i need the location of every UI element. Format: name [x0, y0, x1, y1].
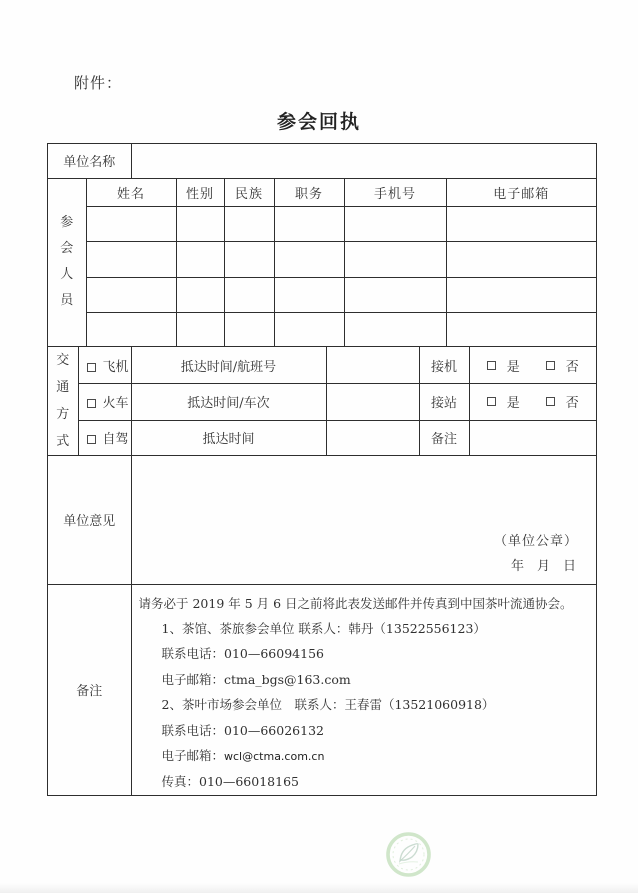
participant-mobile-cell[interactable] — [344, 207, 446, 242]
participant-row — [48, 242, 596, 278]
checkbox-icon[interactable] — [87, 435, 96, 444]
column-header-position: 职务 — [274, 179, 344, 207]
transport-group-label: 交通方式 — [48, 347, 78, 456]
transport-mode-train[interactable]: 火车 — [78, 384, 131, 421]
notes-section — [48, 585, 596, 795]
unit-name-label: 单位名称 — [48, 144, 131, 178]
attachment-label: 附件： — [74, 74, 123, 92]
participant-name-cell[interactable] — [86, 207, 176, 242]
checkbox-icon[interactable] — [87, 363, 96, 372]
fax-line: 传真：010—66018165 — [161, 774, 299, 790]
remark-input-cell[interactable] — [469, 420, 596, 456]
contact2-email: 电子邮箱：wcl@ctma.com.cn — [161, 747, 325, 763]
checkbox-icon[interactable] — [87, 399, 96, 408]
unit-opinion-section — [48, 456, 596, 585]
participant-row — [48, 278, 596, 313]
participant-gender-cell[interactable] — [176, 207, 224, 242]
participant-position-cell[interactable] — [274, 278, 344, 313]
participant-gender-cell[interactable] — [176, 242, 224, 278]
arrival-time-train-input-cell[interactable] — [326, 384, 419, 421]
participant-mobile-cell[interactable] — [344, 242, 446, 278]
page-title: 参会回执 — [276, 111, 361, 133]
participant-position-cell[interactable] — [274, 207, 344, 242]
participant-gender-cell[interactable] — [176, 278, 224, 313]
participants-section — [48, 179, 596, 348]
participant-row — [48, 313, 596, 347]
contact2-line: 2、茶叶市场参会单位 联系人：王春雷（13521060918） — [161, 697, 495, 713]
contact1-line: 1、茶馆、茶旅参会单位 联系人：韩丹（13522556123） — [161, 620, 486, 636]
participant-gender-cell[interactable] — [176, 313, 224, 347]
date-hint: 年 月 日 — [510, 558, 576, 574]
email-address: ctma_bgs@163.com — [224, 671, 351, 687]
participant-mobile-cell[interactable] — [344, 278, 446, 313]
arrival-time-train-label: 抵达时间/车次 — [131, 384, 326, 421]
leaf-logo-watermark — [385, 831, 432, 878]
checkbox-icon[interactable] — [546, 397, 555, 406]
transport-row-train — [48, 384, 596, 421]
participant-email-cell[interactable] — [446, 207, 596, 242]
participant-ethnicity-cell[interactable] — [224, 242, 274, 278]
participant-ethnicity-cell[interactable] — [224, 207, 274, 242]
arrival-time-input-cell[interactable] — [326, 420, 419, 456]
participant-mobile-cell[interactable] — [344, 313, 446, 347]
transport-section — [48, 347, 596, 456]
contact1-phone: 联系电话：010—66094156 — [161, 646, 324, 662]
remark-label: 备注 — [419, 420, 469, 456]
scan-shadow — [0, 883, 638, 893]
unit-opinion-label: 单位意见 — [48, 456, 131, 584]
transport-row-plane — [48, 347, 596, 384]
unit-name-input-cell[interactable] — [131, 144, 596, 178]
participant-name-cell[interactable] — [86, 278, 176, 313]
participant-email-cell[interactable] — [446, 313, 596, 347]
participant-position-cell[interactable] — [274, 242, 344, 278]
column-header-mobile: 手机号 — [344, 179, 446, 207]
transport-mode-selfdrive[interactable]: 自驾 — [78, 420, 131, 456]
arrival-time-flight-label: 抵达时间/航班号 — [131, 347, 326, 384]
notes-intro: 请务必于 2019 年 5 月 6 日之前将此表发送邮件并传真到中国茶叶流通协会。 — [138, 595, 573, 611]
participant-name-cell[interactable] — [86, 313, 176, 347]
participant-ethnicity-cell[interactable] — [224, 278, 274, 313]
checkbox-icon[interactable] — [487, 361, 496, 370]
column-header-email: 电子邮箱 — [446, 179, 596, 207]
company-seal-hint: （单位公章） — [493, 533, 578, 549]
pickup-station-options: 是 否 — [469, 384, 596, 421]
unit-opinion-input-cell[interactable] — [131, 456, 596, 584]
contact1-email: 电子邮箱：ctma_bgs@163.com — [161, 671, 351, 687]
column-header-name: 姓名 — [86, 179, 176, 207]
participant-email-cell[interactable] — [446, 242, 596, 278]
contact2-phone: 联系电话：010—66026132 — [161, 722, 324, 738]
participant-position-cell[interactable] — [274, 313, 344, 347]
reply-form-table — [47, 143, 597, 796]
arrival-time-label: 抵达时间 — [131, 420, 326, 456]
participant-name-cell[interactable] — [86, 242, 176, 278]
column-header-gender: 性别 — [176, 179, 224, 207]
participant-row — [48, 207, 596, 242]
arrival-time-flight-input-cell[interactable] — [326, 347, 419, 384]
transport-mode-plane[interactable]: 飞机 — [78, 347, 131, 384]
column-header-ethnicity: 民族 — [224, 179, 274, 207]
unit-name-section — [48, 144, 596, 179]
participant-ethnicity-cell[interactable] — [224, 313, 274, 347]
notes-content — [131, 585, 596, 795]
email-address: wcl@ctma.com.cn — [224, 749, 325, 763]
leaf-icon — [385, 831, 432, 878]
pickup-airport-label: 接机 — [419, 347, 469, 384]
pickup-station-label: 接站 — [419, 384, 469, 421]
participant-email-cell[interactable] — [446, 278, 596, 313]
checkbox-icon[interactable] — [546, 361, 555, 370]
checkbox-icon[interactable] — [487, 397, 496, 406]
pickup-airport-options: 是 否 — [469, 347, 596, 384]
notes-label: 备注 — [48, 585, 131, 795]
transport-row-selfdrive — [48, 420, 596, 456]
participants-group-label: 参会人员 — [48, 179, 86, 347]
